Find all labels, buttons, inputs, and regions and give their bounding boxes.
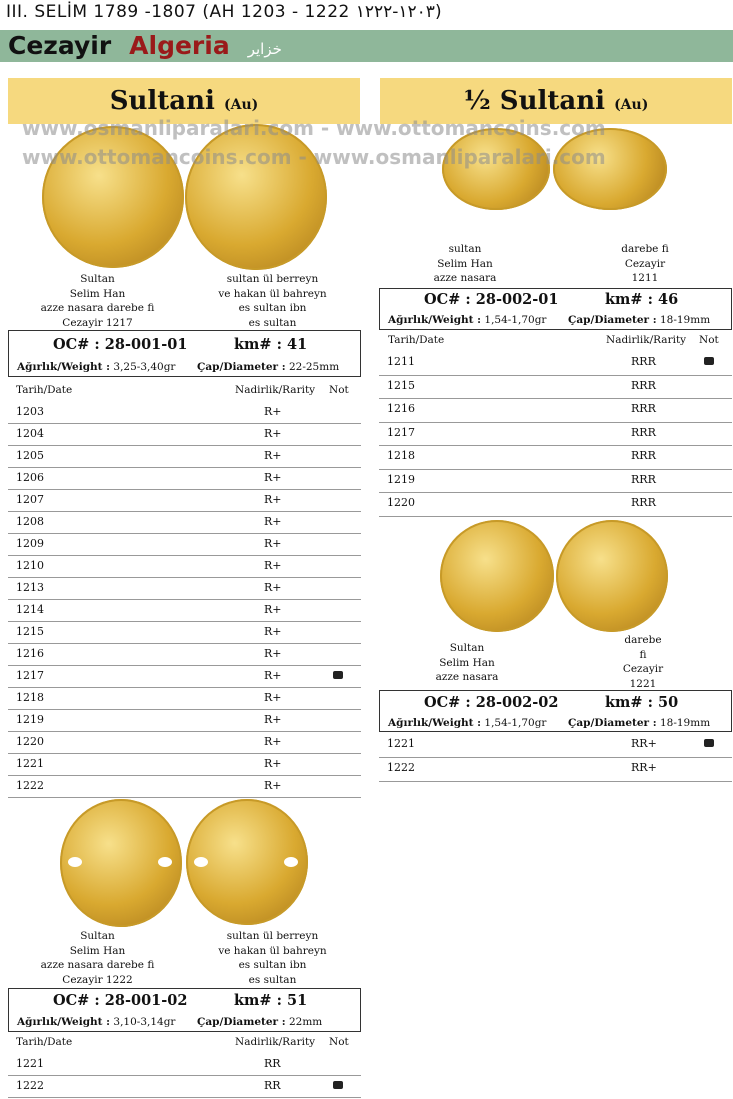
row-rarity: RRR (631, 472, 656, 486)
note-icon[interactable] (333, 671, 343, 679)
table-row (8, 754, 361, 776)
row-rarity: R+ (264, 471, 282, 484)
col-note: Not (329, 384, 349, 396)
note-icon[interactable] (704, 739, 714, 747)
table-row (8, 446, 361, 468)
reverse-caption: sultan ül berreyn ve hakan ül bahreyn es sultan ibn es sultan (218, 273, 327, 329)
coin-reverse-image (556, 520, 668, 632)
note-icon[interactable] (333, 1081, 343, 1089)
row-date: 1210 (16, 559, 44, 572)
catalog-box: OC# : 28-001-02 km# : 51 Ağırlık/Weight : 3,10-3,14gr Çap/Diameter : 22mm (8, 988, 361, 1032)
col-rarity: Nadirlik/Rarity (235, 384, 316, 396)
table-row (8, 578, 361, 600)
row-date: 1219 (387, 472, 415, 486)
row-rarity: R+ (264, 537, 282, 550)
row-rarity: R+ (264, 559, 282, 572)
table-row (8, 556, 361, 578)
row-rarity: R+ (264, 647, 282, 660)
row-rarity: RRR (631, 402, 656, 415)
row-date: 1221 (16, 1057, 44, 1070)
reverse-caption: darebe fi Cezayir 1211 (621, 243, 669, 285)
region-ar: خزاير (247, 40, 282, 58)
watermark-line: www.ottomancoins.com - www.osmanliparalari.com (22, 145, 606, 169)
note-icon[interactable] (704, 357, 714, 365)
watermark-line: www.osmanliparalari.com - www.ottomancoins.com (22, 116, 606, 140)
row-rarity: R+ (264, 449, 282, 462)
half-sultani-header: ½ Sultani (Au) (380, 78, 732, 124)
row-rarity: R+ (264, 691, 282, 704)
obverse-caption: Sultan Selim Han azze nasara (435, 642, 499, 684)
table-row (8, 644, 361, 666)
row-date: 1220 (387, 496, 415, 509)
row-date: 1217 (387, 425, 415, 439)
obverse-caption: Sultan Selim Han azze nasara darebe fi Cezayir 1217 (40, 273, 155, 329)
row-date: 1220 (16, 735, 44, 748)
row-rarity: RRR (631, 425, 656, 439)
row-rarity: RRR (631, 378, 656, 392)
row-rarity: RR (264, 1079, 281, 1092)
table-row (8, 732, 361, 754)
coin-reverse-image (553, 128, 667, 210)
table-row (8, 424, 361, 446)
coin-reverse-image (186, 799, 308, 925)
row-date: 1222 (387, 761, 415, 774)
table-row (8, 622, 361, 644)
row-date: 1222 (16, 1079, 44, 1092)
reverse-caption: sultan ül berreyn ve hakan ül bahreyn es sultan ibn es sultan (218, 930, 327, 986)
row-date: 1215 (387, 378, 415, 392)
catalog-box: OC# : 28-001-01 km# : 41 Ağırlık/Weight : 3,25-3,40gr Çap/Diameter : 22-25mm (8, 330, 361, 377)
row-rarity: R+ (264, 515, 282, 528)
row-rarity: R+ (264, 405, 282, 418)
row-rarity: RRR (631, 449, 656, 462)
row-date: 1216 (387, 402, 415, 415)
row-rarity: R+ (264, 625, 282, 638)
row-rarity: R+ (264, 779, 282, 792)
row-date: 1219 (16, 713, 44, 726)
col-note: Not (329, 1036, 349, 1048)
row-date: 1218 (16, 691, 44, 704)
col-date: Tarih/Date (16, 384, 73, 396)
table-row (379, 493, 732, 517)
table-row (379, 734, 732, 758)
region-en: Algeria (129, 31, 230, 60)
region-title (8, 30, 282, 65)
row-rarity: R+ (264, 581, 282, 594)
table-row (8, 402, 361, 424)
table-row (8, 490, 361, 512)
table-row (8, 688, 361, 710)
coin-obverse-image (442, 128, 550, 210)
obverse-caption: sultan Selim Han azze nasara (433, 243, 497, 285)
region-tr: Cezayir (8, 31, 112, 60)
row-rarity: R+ (264, 493, 282, 506)
row-date: 1217 (16, 669, 44, 682)
row-date: 1221 (387, 737, 415, 750)
table-row (8, 512, 361, 534)
table-row (379, 423, 732, 447)
row-date: 1213 (16, 581, 44, 594)
sultani-header: Sultani (Au) (8, 78, 360, 124)
row-date: 1221 (16, 757, 44, 770)
table-row (8, 776, 361, 798)
catalog-box: OC# : 28-002-02 km# : 50 Ağırlık/Weight : 1,54-1,70gr Çap/Diameter : 18-19mm (379, 690, 732, 732)
table-row (8, 1054, 361, 1076)
row-date: 1218 (387, 449, 415, 462)
table-row (379, 470, 732, 494)
coin-obverse-image (60, 799, 182, 927)
row-rarity: R+ (264, 427, 282, 440)
row-rarity: R+ (264, 757, 282, 770)
row-rarity: RRR (631, 496, 656, 509)
row-rarity: RR+ (631, 737, 657, 750)
row-date: 1211 (387, 355, 415, 368)
row-date: 1207 (16, 493, 44, 506)
table-row (8, 600, 361, 622)
row-date: 1205 (16, 449, 44, 462)
table-row (379, 446, 732, 470)
col-date: Tarih/Date (16, 1036, 73, 1048)
table-row (8, 468, 361, 490)
reverse-caption: darebe fi Cezayir 1221 (622, 634, 664, 690)
row-rarity: R+ (264, 669, 282, 682)
table-row (379, 399, 732, 423)
obverse-caption: Sultan Selim Han azze nasara darebe fi Cezayir 1222 (40, 930, 155, 986)
row-rarity: R+ (264, 603, 282, 616)
row-rarity: RR (264, 1057, 281, 1070)
table-row (379, 376, 732, 400)
col-rarity: Nadirlik/Rarity (235, 1036, 316, 1048)
table-row (8, 666, 361, 688)
row-date: 1216 (16, 647, 44, 660)
catalog-box: OC# : 28-002-01 km# : 46 Ağırlık/Weight : 1,54-1,70gr Çap/Diameter : 18-19mm (379, 288, 732, 330)
row-date: 1222 (16, 779, 44, 792)
col-rarity: Nadirlik/Rarity (606, 334, 687, 346)
row-date: 1206 (16, 471, 44, 484)
row-rarity: RR+ (631, 761, 657, 774)
row-date: 1208 (16, 515, 44, 528)
table-row (379, 352, 732, 376)
col-date: Tarih/Date (388, 334, 445, 346)
row-rarity: R+ (264, 713, 282, 726)
row-date: 1209 (16, 537, 44, 550)
table-row (8, 1076, 361, 1098)
row-rarity: RRR (631, 355, 656, 368)
coin-obverse-image (440, 520, 554, 632)
row-date: 1214 (16, 603, 44, 616)
row-date: 1204 (16, 427, 44, 440)
page-title: III. SELİM 1789 -1807 (AH 1203 - 1222 ١٢٠٣-١٢٢٢) (6, 2, 443, 22)
row-date: 1203 (16, 405, 44, 418)
table-row (379, 758, 732, 782)
table-row (8, 710, 361, 732)
table-row (8, 534, 361, 556)
row-rarity: R+ (264, 735, 282, 748)
row-date: 1215 (16, 625, 44, 638)
col-note: Not (699, 334, 719, 346)
